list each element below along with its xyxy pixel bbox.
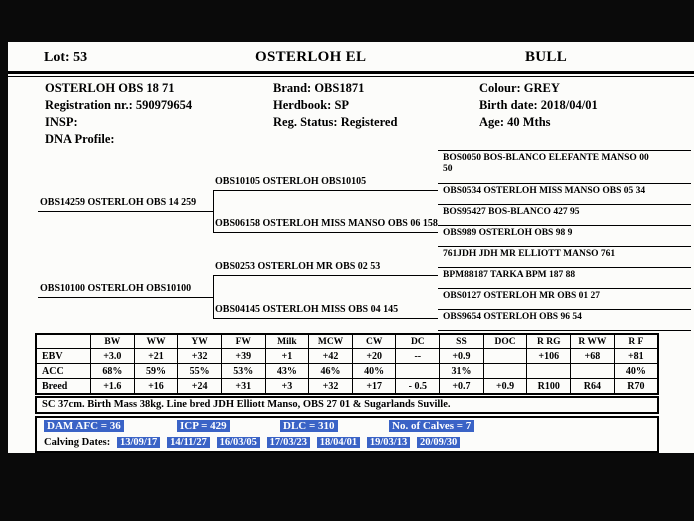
table-cell: +68 — [571, 349, 615, 364]
table-cell: +0.9 — [483, 379, 527, 395]
lot-number: Lot: 53 — [44, 50, 88, 65]
table-cell: +39 — [221, 349, 265, 364]
info-animal-id: OSTERLOH OBS 18 71 — [45, 81, 175, 95]
table-cell: R100 — [527, 379, 571, 395]
table-cell: +106 — [527, 349, 571, 364]
calving-date: 14/11/27 — [167, 437, 210, 448]
table-header-cell: SS — [440, 334, 484, 349]
table-cell: +1 — [265, 349, 309, 364]
pedigree-dam-dam: OBS04145 OSTERLOH MISS OBS 04 145 — [215, 304, 399, 315]
table-cell: 68% — [91, 364, 135, 379]
calving-date: 19/03/13 — [367, 437, 410, 448]
row-label: Breed — [36, 379, 91, 395]
calving-date: 17/03/23 — [267, 437, 310, 448]
animal-sex: BULL — [525, 49, 568, 65]
pedigree-dam-dam-line — [213, 318, 438, 319]
breed-row — [36, 379, 658, 395]
pedigree-sire-sire: OBS10105 OSTERLOH OBS10105 — [215, 176, 367, 187]
pedigree-sire-dam: OBS06158 OSTERLOH MISS MANSO OBS 06 158 — [215, 218, 438, 229]
table-cell — [571, 364, 615, 379]
info-colour: Colour: GREY — [479, 81, 560, 95]
table-header-cell: BW — [91, 334, 135, 349]
pedigree-ancestor — [438, 225, 691, 246]
calving-date: 13/09/17 — [117, 437, 160, 448]
table-cell — [396, 364, 440, 379]
table-cell: +24 — [178, 379, 222, 395]
pedigree-ancestor — [438, 309, 691, 331]
table-cell: -- — [396, 349, 440, 364]
ebv-row — [36, 349, 658, 364]
dam-dlc: DLC = 310 — [280, 420, 338, 432]
info-age: Age: 40 Mths — [479, 115, 551, 129]
dam-icp: ICP = 429 — [177, 420, 230, 432]
calving-dates-row — [44, 436, 464, 448]
pedigree-dam-sire-line — [213, 275, 438, 276]
ancestor-line2: 50 — [443, 164, 453, 174]
table-cell: +3.0 — [91, 349, 135, 364]
info-dna-profile: DNA Profile: — [45, 132, 115, 146]
info-registration: Registration nr.: 590979654 — [45, 98, 193, 112]
table-cell — [527, 364, 571, 379]
table-cell: 40% — [352, 364, 396, 379]
calving-date: 20/09/30 — [417, 437, 460, 448]
pedigree-ancestor — [438, 246, 691, 267]
pedigree-sire: OBS14259 OSTERLOH OBS 14 259 — [40, 197, 197, 208]
animal-name: OSTERLOH EL — [255, 49, 367, 65]
table-cell: +32 — [178, 349, 222, 364]
table-header-cell: Milk — [265, 334, 309, 349]
pedigree-ancestor — [438, 204, 691, 225]
table-cell: +0.9 — [440, 349, 484, 364]
pedigree-dam-sire: OBS0253 OSTERLOH MR OBS 02 53 — [215, 261, 381, 272]
table-cell: +0.7 — [440, 379, 484, 395]
ancestor-line1: BPM88187 TARKA BPM 187 88 — [443, 270, 576, 280]
table-cell: 31% — [440, 364, 484, 379]
table-cell: 53% — [221, 364, 265, 379]
table-cell: R70 — [614, 379, 658, 395]
pedigree-ancestor — [438, 267, 691, 288]
ancestor-line1: OBS9654 OSTERLOH OBS 96 54 — [443, 312, 582, 322]
table-cell: +81 — [614, 349, 658, 364]
table-cell — [483, 364, 527, 379]
header-rule-thick — [8, 71, 694, 74]
table-header-cell: CW — [352, 334, 396, 349]
info-insp: INSP: — [45, 115, 78, 129]
calving-date: 18/04/01 — [317, 437, 360, 448]
table-cell: +1.6 — [91, 379, 135, 395]
table-header-cell: MCW — [309, 334, 353, 349]
table-header-cell: DOC — [483, 334, 527, 349]
table-cell: R64 — [571, 379, 615, 395]
pedigree-sire-bracket — [213, 190, 214, 233]
ancestor-line1: BOS0050 BOS-BLANCO ELEFANTE MANSO 00 — [443, 153, 649, 163]
pedigree-ancestor — [438, 288, 691, 309]
pedigree-sire-sire-line — [213, 190, 438, 191]
ancestor-line1: OBS0127 OSTERLOH MR OBS 01 27 — [443, 291, 601, 301]
bottom-letterbox-bar — [0, 453, 694, 521]
table-cell: 59% — [134, 364, 178, 379]
header-rule-thin — [8, 76, 694, 77]
pedigree-dam: OBS10100 OSTERLOH OBS10100 — [40, 283, 192, 294]
table-cell: 55% — [178, 364, 222, 379]
table-cell: +31 — [221, 379, 265, 395]
table-cell: +17 — [352, 379, 396, 395]
catalog-page — [8, 42, 694, 453]
table-cell: - 0.5 — [396, 379, 440, 395]
pedigree-sire-dam-line — [213, 232, 438, 233]
pedigree-gen3-column — [438, 150, 691, 331]
ebv-table — [35, 333, 659, 395]
breeding-note: SC 37cm. Birth Mass 38kg. Line bred JDH Elliott Manso, OBS 27 01 & Sugarlands Suville. — [35, 396, 659, 414]
table-cell — [483, 349, 527, 364]
pedigree-dam-line — [38, 297, 213, 298]
ancestor-line1: 761JDH JDH MR ELLIOTT MANSO 761 — [443, 249, 616, 259]
calving-dates-label: Calving Dates: — [44, 437, 111, 448]
pedigree-sire-line — [38, 211, 213, 212]
ancestor-line1: OBS0534 OSTERLOH MISS MANSO OBS 05 34 — [443, 186, 646, 196]
table-cell: +20 — [352, 349, 396, 364]
info-reg-status: Reg. Status: Registered — [273, 115, 398, 129]
table-cell: +16 — [134, 379, 178, 395]
row-label: EBV — [36, 349, 91, 364]
acc-row — [36, 364, 658, 379]
table-cell: +32 — [309, 379, 353, 395]
table-cell: +3 — [265, 379, 309, 395]
row-label: ACC — [36, 364, 91, 379]
table-header-cell: R RG — [527, 334, 571, 349]
table-cell: 40% — [614, 364, 658, 379]
ancestor-line1: OBS989 OSTERLOH OBS 98 9 — [443, 228, 573, 238]
dam-calves: No. of Calves = 7 — [389, 420, 474, 432]
top-letterbox-bar — [0, 0, 694, 42]
calving-date: 16/03/05 — [217, 437, 260, 448]
pedigree-ancestor — [438, 150, 691, 183]
table-cell: +21 — [134, 349, 178, 364]
pedigree-ancestor — [438, 183, 691, 204]
table-header-cell: R WW — [571, 334, 615, 349]
table-cell: +42 — [309, 349, 353, 364]
table-header-cell: DC — [396, 334, 440, 349]
dam-stats-box — [35, 416, 659, 453]
table-header-cell — [36, 334, 91, 349]
table-header-cell: FW — [221, 334, 265, 349]
pedigree-dam-bracket — [213, 275, 214, 319]
dam-afc: DAM AFC = 36 — [44, 420, 124, 432]
info-brand: Brand: OBS1871 — [273, 81, 365, 95]
table-header-cell: YW — [178, 334, 222, 349]
table-header-cell: WW — [134, 334, 178, 349]
ebv-header-row — [36, 334, 658, 349]
table-header-cell: R F — [614, 334, 658, 349]
left-letterbox-bar — [0, 42, 8, 453]
table-cell: 46% — [309, 364, 353, 379]
table-cell: 43% — [265, 364, 309, 379]
info-birth-date: Birth date: 2018/04/01 — [479, 98, 598, 112]
ancestor-line1: BOS95427 BOS-BLANCO 427 95 — [443, 207, 580, 217]
info-herdbook: Herdbook: SP — [273, 98, 350, 112]
